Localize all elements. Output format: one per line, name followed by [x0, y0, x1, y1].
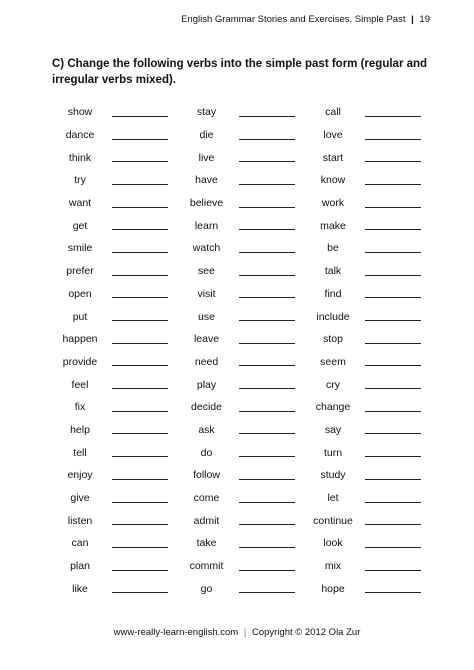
answer-blank[interactable] [239, 539, 295, 548]
verb-cell [50, 197, 177, 209]
verb-row [50, 328, 430, 351]
verb-cell [50, 265, 177, 277]
verb-cell [177, 265, 304, 277]
verb-word: cry [326, 378, 340, 391]
verb-cell [303, 379, 430, 391]
verb-word: believe [189, 197, 224, 210]
verb-cell [50, 424, 177, 436]
verb-row [50, 214, 430, 237]
answer-blank[interactable] [239, 108, 295, 117]
verb-row [50, 146, 430, 169]
verb-word: admit [193, 514, 220, 527]
verb-word: provide [62, 355, 98, 368]
verb-word: find [324, 287, 342, 300]
verb-word: play [196, 378, 217, 391]
answer-blank[interactable] [112, 153, 168, 162]
verb-word: show [67, 106, 93, 119]
verb-cell [303, 197, 430, 209]
verb-cell [50, 537, 177, 549]
answer-blank[interactable] [112, 267, 168, 276]
answer-blank[interactable] [365, 471, 421, 480]
verb-cell [303, 174, 430, 186]
verb-cell [50, 356, 177, 368]
verb-row [50, 260, 430, 283]
answer-blank[interactable] [239, 267, 295, 276]
verb-word: do [200, 446, 213, 459]
answer-blank[interactable] [239, 471, 295, 480]
verb-cell [177, 311, 304, 323]
verb-word: know [320, 174, 346, 187]
answer-blank[interactable] [239, 176, 295, 185]
verb-word: see [198, 265, 215, 278]
answer-blank[interactable] [112, 131, 168, 140]
answer-blank[interactable] [239, 312, 295, 321]
verb-word: hope [321, 582, 345, 595]
answer-blank[interactable] [112, 335, 168, 344]
answer-blank[interactable] [239, 516, 295, 525]
answer-blank[interactable] [365, 221, 421, 230]
verb-word: dance [65, 129, 95, 142]
answer-blank[interactable] [112, 312, 168, 321]
verb-word: die [199, 129, 214, 142]
verb-cell [177, 197, 304, 209]
verb-row [50, 101, 430, 124]
verb-row [50, 487, 430, 510]
verb-word: watch [192, 242, 221, 255]
verb-cell [177, 424, 304, 436]
verb-cell [50, 152, 177, 164]
answer-blank[interactable] [365, 199, 421, 208]
verb-row [50, 237, 430, 260]
verb-cell [303, 469, 430, 481]
verb-cell [177, 447, 304, 459]
answer-blank[interactable] [365, 494, 421, 503]
verb-cell [303, 265, 430, 277]
answer-blank[interactable] [112, 380, 168, 389]
verb-word: can [71, 537, 89, 550]
answer-blank[interactable] [365, 108, 421, 117]
verb-cell [303, 242, 430, 254]
verb-cell [177, 129, 304, 141]
verb-cell [50, 333, 177, 345]
verb-cell [303, 311, 430, 323]
verb-cell [303, 424, 430, 436]
answer-blank[interactable] [112, 494, 168, 503]
verb-cell [303, 288, 430, 300]
answer-blank[interactable] [239, 153, 295, 162]
verb-cell [50, 174, 177, 186]
answer-blank[interactable] [112, 516, 168, 525]
verb-cell [177, 220, 304, 232]
answer-blank[interactable] [365, 403, 421, 412]
verb-word: talk [324, 265, 342, 278]
verb-cell [303, 152, 430, 164]
verb-cell [177, 583, 304, 595]
verb-cell [303, 537, 430, 549]
answer-blank[interactable] [112, 562, 168, 571]
verb-cell [303, 333, 430, 345]
verb-word: tell [73, 446, 87, 459]
verb-row [50, 396, 430, 419]
verb-word: learn [194, 219, 219, 232]
verb-word: be [327, 242, 339, 255]
answer-blank[interactable] [239, 403, 295, 412]
answer-blank[interactable] [239, 380, 295, 389]
verb-word: put [72, 310, 88, 323]
verb-word: fix [74, 401, 86, 414]
page-number: 19 [419, 14, 430, 25]
answer-blank[interactable] [365, 176, 421, 185]
answer-blank[interactable] [239, 562, 295, 571]
verb-word: say [324, 423, 342, 436]
verb-word: start [322, 151, 344, 164]
page-header [181, 14, 430, 25]
verb-word: think [68, 151, 92, 164]
verb-cell [303, 560, 430, 572]
answer-blank[interactable] [112, 244, 168, 253]
verb-cell [50, 492, 177, 504]
verb-row [50, 532, 430, 555]
verb-cell [50, 106, 177, 118]
verb-row [50, 419, 430, 442]
verb-cell [50, 242, 177, 254]
verb-word: want [68, 197, 92, 210]
verb-word: leave [193, 333, 220, 346]
answer-blank[interactable] [239, 448, 295, 457]
answer-blank[interactable] [239, 584, 295, 593]
answer-blank[interactable] [365, 516, 421, 525]
verb-cell [50, 583, 177, 595]
verb-word: smile [67, 242, 93, 255]
verb-word: happen [62, 333, 98, 346]
answer-blank[interactable] [112, 448, 168, 457]
verb-word: let [327, 492, 339, 505]
answer-blank[interactable] [112, 357, 168, 366]
answer-blank[interactable] [112, 425, 168, 434]
verb-cell [177, 288, 304, 300]
verb-word: include [316, 310, 350, 323]
verb-word: change [315, 401, 351, 414]
verb-word: visit [197, 287, 216, 300]
answer-blank[interactable] [112, 471, 168, 480]
exercise-instruction: C) Change the following verbs into the simple past form (regular and irregular verbs mixed). [52, 58, 428, 86]
answer-blank[interactable] [239, 199, 295, 208]
verb-cell [50, 288, 177, 300]
verb-word: go [200, 582, 213, 595]
answer-blank[interactable] [239, 244, 295, 253]
verb-cell [177, 379, 304, 391]
answer-blank[interactable] [112, 108, 168, 117]
verb-cell [50, 469, 177, 481]
answer-blank[interactable] [112, 199, 168, 208]
verb-cell [177, 333, 304, 345]
answer-blank[interactable] [365, 425, 421, 434]
answer-blank[interactable] [112, 221, 168, 230]
verb-cell [50, 515, 177, 527]
verb-word: seem [320, 355, 346, 368]
answer-blank[interactable] [112, 289, 168, 298]
answer-blank[interactable] [365, 357, 421, 366]
verb-word: turn [323, 446, 343, 459]
verb-cell [50, 379, 177, 391]
answer-blank[interactable] [365, 267, 421, 276]
answer-blank[interactable] [365, 312, 421, 321]
verb-word: plan [70, 560, 90, 573]
verb-row [50, 509, 430, 532]
answer-blank[interactable] [239, 131, 295, 140]
answer-blank[interactable] [365, 584, 421, 593]
verb-word: stop [323, 333, 343, 346]
verb-word: decide [191, 401, 222, 414]
verb-cell [303, 583, 430, 595]
verb-word: prefer [66, 265, 94, 278]
verb-row [50, 169, 430, 192]
verb-word: study [320, 469, 346, 482]
answer-blank[interactable] [112, 584, 168, 593]
header-title: English Grammar Stories and Exercises, Simple Past [181, 14, 406, 25]
verb-word: help [70, 423, 90, 436]
answer-blank[interactable] [365, 335, 421, 344]
verb-grid [50, 101, 430, 600]
verb-word: get [72, 219, 88, 232]
verb-word: listen [67, 514, 93, 527]
verb-word: take [196, 537, 217, 550]
verb-word: give [70, 492, 90, 505]
verb-word: come [193, 492, 220, 505]
verb-word: look [323, 537, 343, 550]
verb-cell [50, 220, 177, 232]
answer-blank[interactable] [112, 403, 168, 412]
verb-word: follow [193, 469, 220, 482]
verb-row [50, 305, 430, 328]
verb-cell [303, 106, 430, 118]
verb-row [50, 124, 430, 147]
verb-cell [177, 242, 304, 254]
verb-word: have [195, 174, 218, 187]
verb-row [50, 441, 430, 464]
answer-blank[interactable] [365, 131, 421, 140]
footer-website: www-really-learn-english.com [113, 627, 239, 638]
answer-blank[interactable] [239, 289, 295, 298]
verb-row [50, 351, 430, 374]
verb-row [50, 283, 430, 306]
answer-blank[interactable] [239, 494, 295, 503]
answer-blank[interactable] [365, 380, 421, 389]
verb-row [50, 373, 430, 396]
verb-word: continue [313, 514, 353, 527]
answer-blank[interactable] [365, 562, 421, 571]
verb-cell [303, 220, 430, 232]
verb-cell [303, 356, 430, 368]
verb-word: love [323, 129, 343, 142]
verb-cell [177, 356, 304, 368]
verb-cell [177, 515, 304, 527]
verb-word: like [72, 582, 88, 595]
verb-cell [177, 469, 304, 481]
verb-row [50, 192, 430, 215]
verb-cell [50, 560, 177, 572]
answer-blank[interactable] [365, 448, 421, 457]
verb-word: try [74, 174, 86, 187]
verb-word: mix [324, 560, 342, 573]
verb-word: commit [189, 560, 224, 573]
verb-cell [177, 106, 304, 118]
verb-cell [303, 401, 430, 413]
answer-blank[interactable] [239, 425, 295, 434]
verb-word: stay [196, 106, 217, 119]
verb-cell [303, 492, 430, 504]
answer-blank[interactable] [239, 357, 295, 366]
verb-cell [50, 401, 177, 413]
page-footer [0, 627, 474, 638]
verb-word: need [194, 355, 219, 368]
verb-cell [177, 401, 304, 413]
header-separator: | [411, 14, 414, 25]
verb-cell [177, 492, 304, 504]
verb-word: enjoy [67, 469, 93, 482]
verb-row [50, 464, 430, 487]
footer-separator: | [243, 627, 247, 638]
answer-blank[interactable] [239, 335, 295, 344]
answer-blank[interactable] [365, 539, 421, 548]
verb-cell [303, 129, 430, 141]
verb-row [50, 577, 430, 600]
verb-cell [177, 152, 304, 164]
answer-blank[interactable] [365, 244, 421, 253]
answer-blank[interactable] [365, 153, 421, 162]
answer-blank[interactable] [239, 221, 295, 230]
verb-row [50, 555, 430, 578]
verb-word: live [198, 151, 215, 164]
answer-blank[interactable] [112, 176, 168, 185]
verb-word: feel [71, 378, 89, 391]
verb-word: work [321, 197, 345, 210]
footer-copyright: Copyright © 2012 Ola Zur [251, 627, 361, 638]
verb-word: ask [198, 423, 215, 436]
verb-word: call [325, 106, 341, 119]
verb-word: open [68, 287, 92, 300]
verb-cell [50, 447, 177, 459]
verb-cell [177, 174, 304, 186]
verb-cell [303, 447, 430, 459]
verb-word: use [198, 310, 215, 323]
verb-cell [177, 560, 304, 572]
answer-blank[interactable] [112, 539, 168, 548]
answer-blank[interactable] [365, 289, 421, 298]
verb-cell [177, 537, 304, 549]
verb-cell [50, 311, 177, 323]
verb-cell [50, 129, 177, 141]
verb-word: make [320, 219, 346, 232]
verb-cell [303, 515, 430, 527]
